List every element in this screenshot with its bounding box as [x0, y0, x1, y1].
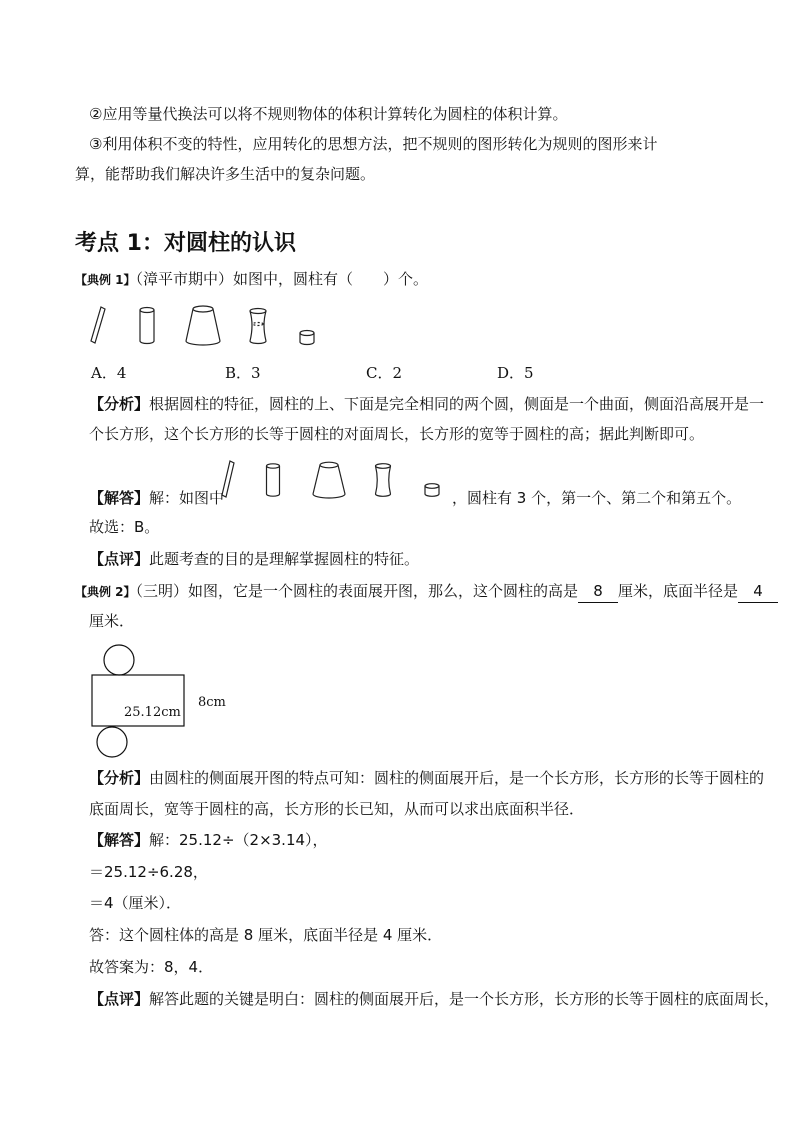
bottom-circle [97, 727, 127, 757]
waisted-shape [250, 309, 266, 344]
intro-line-3: ③利用体积不变的特性，应用转化的思想方法，把不规则的图形转化为规则的图形来计 [89, 135, 658, 153]
example1-comment [89, 548, 419, 570]
cylinder-shape-tall [267, 464, 280, 496]
comment-text: 解答此题的关键是明白：圆柱的侧面展开后，是一个长方形，长方形的长等于圆柱的底面周长， [149, 990, 780, 1008]
comment-text: 此题考查的目的是理解掌握圆柱的特征。 [149, 550, 420, 568]
answer-reply: 答：这个圆柱体的高是 8 厘米，底面半径是 4 厘米． [89, 926, 443, 944]
top-circle [104, 645, 134, 675]
example2-answer [89, 829, 328, 851]
example2-comment [89, 988, 779, 1010]
example1-analysis-cont: 个长方形，这个长方形的长等于圆柱的对面周长，长方形的宽等于圆柱的高；据此判断即可。 [89, 425, 705, 443]
answer-step-2: ＝25.12÷6.28， [89, 863, 208, 881]
example2-question-end: 厘米． [89, 612, 135, 630]
stick-shape [222, 461, 234, 497]
stick-shape [91, 307, 105, 343]
frustum-shape [313, 462, 345, 498]
answer-suffix: ，圆柱有 3 个，第一个、第二个和第五个。 [452, 489, 742, 507]
cylinder-shape-tall [140, 308, 154, 344]
example1-analysis [89, 393, 764, 415]
option-c: C．2 [366, 364, 403, 382]
answer-label: 【解答】 [89, 831, 150, 849]
analysis-label: 【分析】 [89, 395, 150, 413]
example2-tag: 【典例 2】 [75, 585, 136, 599]
example1-shapes-figure [88, 303, 328, 347]
net-height-label: 8cm [198, 695, 226, 710]
example2-analysis-cont: 底面周长，宽等于圆柱的高，长方形的长已知，从而可以求出底面积半径． [89, 800, 585, 818]
example1-answer [89, 487, 224, 509]
example2-question-before: （三明）如图，它是一个圆柱的表面展开图，那么，这个圆柱的高是 [135, 582, 579, 600]
answer-step-1: 解：25.12÷（2×3.14）， [149, 831, 328, 849]
option-b: B．3 [225, 364, 261, 382]
comment-label: 【点评】 [89, 990, 150, 1008]
answer-step-3: ＝4（厘米）． [89, 894, 182, 912]
example1-tag: 【典例 1】 [75, 273, 136, 287]
answer-label: 【解答】 [89, 489, 150, 507]
example2-question-mid: 厘米，底面半径是 [618, 582, 739, 600]
analysis-text: 根据圆柱的特征，圆柱的上、下面是完全相同的两个圆，侧面是一个曲面，侧面沿高展开是一 [149, 395, 765, 413]
example2-analysis [89, 767, 764, 789]
intro-line-3-cont: 算，能帮助我们解决许多生活中的复杂问题。 [75, 165, 376, 183]
option-a: A．4 [91, 364, 127, 382]
cylinder-shape-short [300, 331, 314, 345]
frustum-shape [186, 306, 220, 345]
example1-question-line [75, 268, 428, 291]
waisted-shape [376, 464, 391, 497]
example1-answer-figure [222, 461, 448, 501]
example1-choice: 故选：B。 [89, 518, 160, 536]
example1-question: （漳平市期中）如图中，圆柱有（ ）个。 [135, 270, 429, 288]
answer-blank-height: 8 [578, 580, 618, 603]
answer-final: 故答案为：8，4． [89, 958, 214, 976]
intro-line-2: ②应用等量代换法可以将不规则物体的体积计算转化为圆柱的体积计算。 [89, 105, 568, 123]
example2-question-line [75, 580, 778, 603]
cylinder-shape-short [425, 484, 439, 497]
option-d: D．5 [497, 364, 534, 382]
analysis-text: 由圆柱的侧面展开图的特点可知：圆柱的侧面展开后，是一个长方形，长方形的长等于圆柱的 [149, 769, 765, 787]
answer-prefix: 解：如图中 [149, 489, 225, 507]
analysis-label: 【分析】 [89, 769, 150, 787]
comment-label: 【点评】 [89, 550, 150, 568]
net-length-label: 25.12cm [124, 705, 181, 720]
answer-blank-radius: 4 [738, 580, 778, 603]
section-title: 考点 1：对圆柱的认识 [75, 231, 296, 256]
